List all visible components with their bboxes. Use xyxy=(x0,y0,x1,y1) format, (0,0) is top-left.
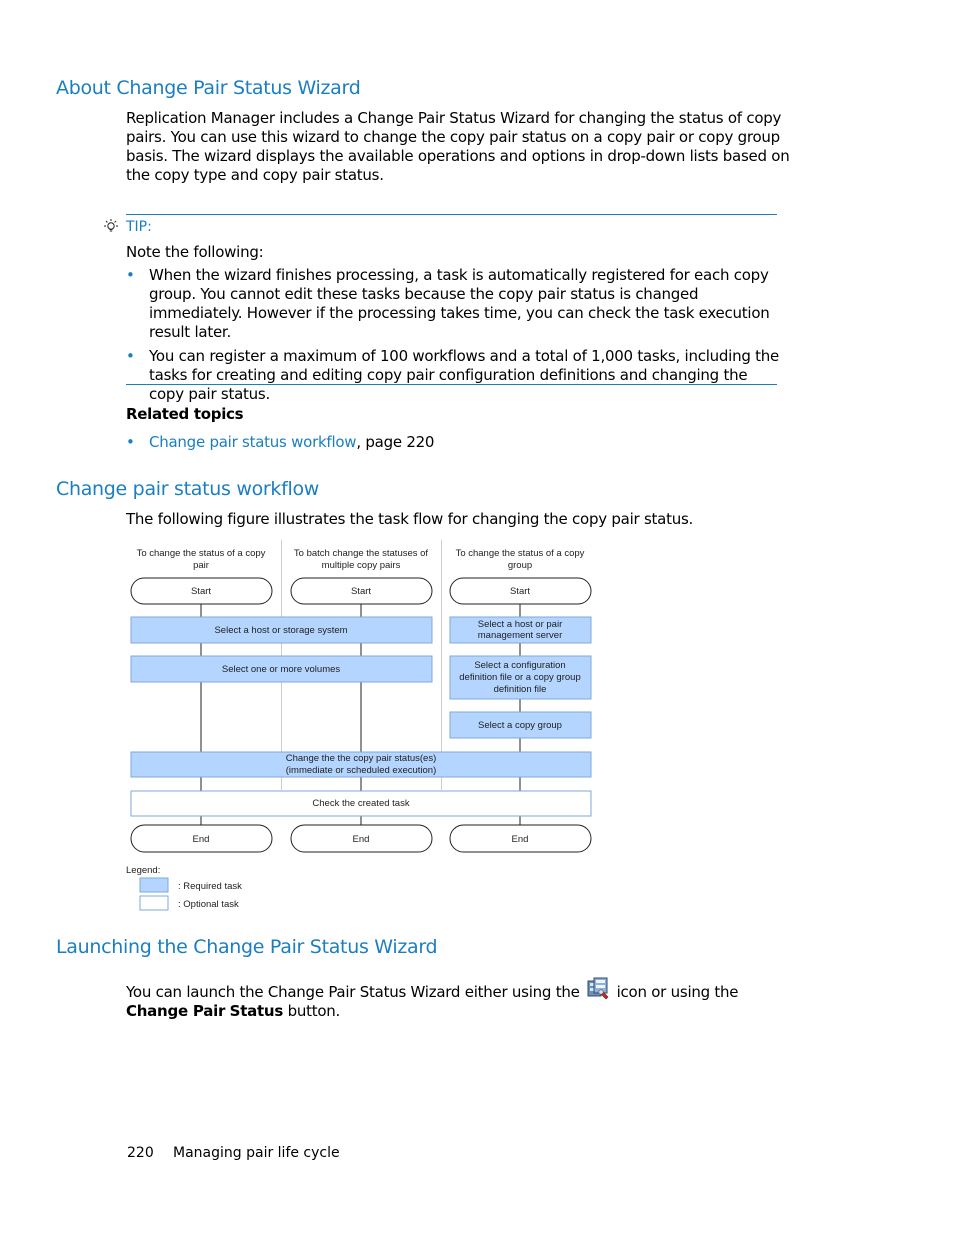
section-title-workflow: Change pair status workflow xyxy=(56,478,320,500)
list-item: • You can register a maximum of 100 workflows and a total of 1,000 tasks, including the tasks for creating and editing copy pair configuration definitions and changing the copy pair status. xyxy=(126,347,779,403)
about-wizard-paragraph: Replication Manager includes a Change Pair Status Wizard for changing the status of copy pairs. You can use this wizard to change the copy pair status on a copy pair or copy group basis. The wizard displays the available operations and options in drop-down lists based on the copy type and copy pair status. xyxy=(126,109,790,184)
tip-top-rule xyxy=(126,214,777,215)
change-pair-status-button-ref: Change Pair xyxy=(126,1002,226,1020)
col2-header: To batch change the statuses of xyxy=(293,548,429,559)
end-label: End xyxy=(511,834,529,845)
list-item: • Change pair status workflow, page 220 xyxy=(126,433,435,451)
end-label: End xyxy=(192,834,210,845)
workflow-diagram xyxy=(124,540,599,920)
task-label: definition file or a copy group xyxy=(459,672,581,683)
related-topics-list xyxy=(126,433,786,457)
task-label: management server xyxy=(477,630,563,641)
legend-swatch-required xyxy=(140,878,168,892)
lightbulb-icon xyxy=(102,218,120,236)
legend-title: Legend: xyxy=(126,865,161,876)
workflow-paragraph: The following figure illustrates the task flow for changing the copy pair status. xyxy=(126,510,694,528)
tip-intro: Note the following: xyxy=(126,243,264,261)
task-label: Check the created task xyxy=(312,798,410,809)
task-label: (immediate or scheduled execution) xyxy=(285,765,437,776)
start-label: Start xyxy=(350,586,372,597)
col3-header: To change the status of a copy xyxy=(455,548,585,559)
related-link-workflow[interactable]: Change pair status workflow xyxy=(149,433,357,451)
change-pair-status-button-ref: Status xyxy=(229,1002,284,1020)
col1-header: To change the status of a copy xyxy=(136,548,266,559)
task-label: Select one or more volumes xyxy=(221,664,341,675)
task-label: definition file xyxy=(493,684,547,695)
legend-optional-label: : Optional task xyxy=(178,899,239,910)
section-title-about-wizard: About Change Pair Status Wizard xyxy=(56,77,361,99)
list-item: • When the wizard finishes processing, a task is automatically registered for each copy group. You cannot edit these tasks because the copy pair status is changed immediately. However if the processing takes time, you can check the task execution result later. xyxy=(126,266,770,341)
page-number: 220 xyxy=(127,1145,154,1161)
start-label: Start xyxy=(190,586,212,597)
end-label: End xyxy=(352,834,370,845)
col3-header: group xyxy=(507,560,533,571)
tip-bottom-rule xyxy=(126,384,777,385)
legend-required-label: : Required task xyxy=(178,881,242,892)
change-pair-status-icon xyxy=(586,976,610,1000)
task-label: Select a host or storage system xyxy=(214,625,348,636)
section-title-launching: Launching the Change Pair Status Wizard xyxy=(56,936,438,958)
col2-header: multiple copy pairs xyxy=(321,560,401,571)
legend-swatch-optional xyxy=(140,896,168,910)
col1-header: pair xyxy=(193,560,209,571)
task-label: Select a configuration xyxy=(474,660,566,671)
task-label: Select a copy group xyxy=(478,720,562,731)
task-label: Select a host or pair xyxy=(477,619,563,630)
tip-list xyxy=(126,266,786,409)
related-topics-heading: Related topics xyxy=(126,405,244,423)
launching-paragraph: You can launch the Change Pair Status Wizard either using the icon or using the Change Pair Status button. xyxy=(126,976,786,1021)
tip-label: TIP: xyxy=(126,219,152,235)
start-label: Start xyxy=(509,586,531,597)
chapter-title: Managing pair life cycle xyxy=(173,1145,340,1161)
task-label: Change the the copy pair status(es) xyxy=(285,753,437,764)
